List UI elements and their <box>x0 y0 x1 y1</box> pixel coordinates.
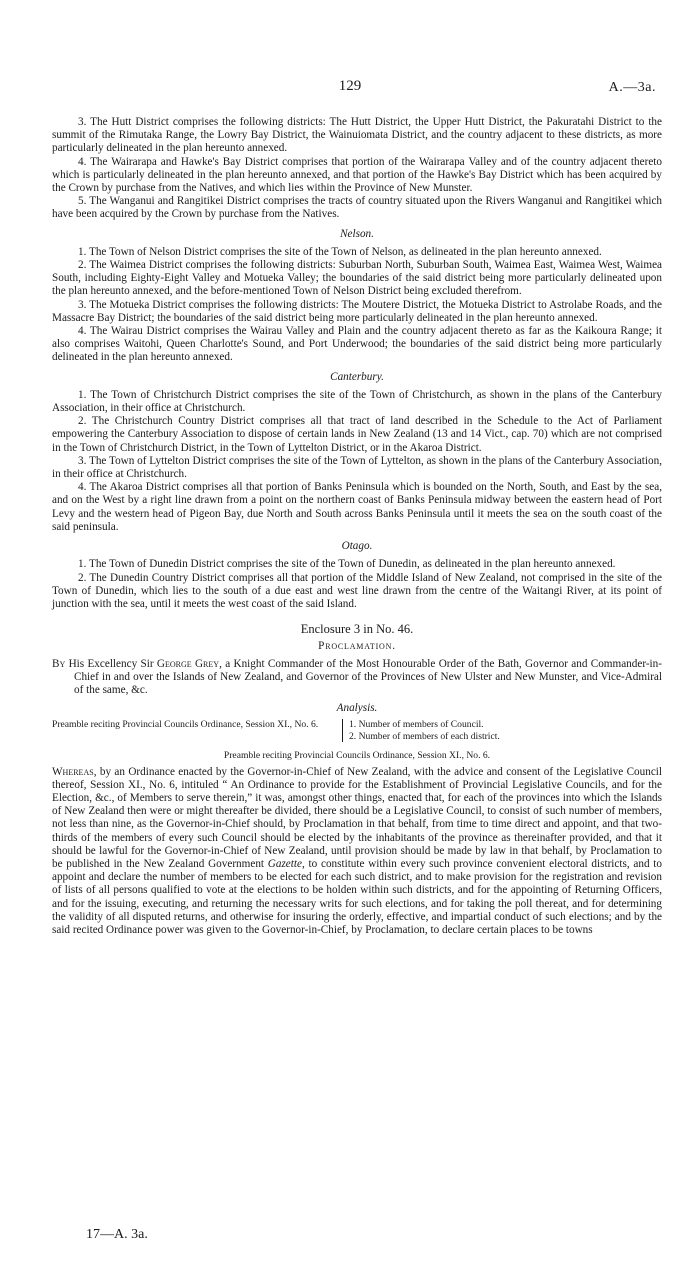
whereas-word: Whereas <box>52 765 94 778</box>
paragraph: 3. The Town of Lyttelton District comprises the site of the Town of Lyttelton, as shown in the plans of the Canterbury Association, in their office at Christchurch. <box>52 454 662 481</box>
paragraph: 3. The Hutt District comprises the following districts: The Hutt District, the Upper Hutt District, the Pakuratahi District to the summit of the Rimutaka Range, the Lowry Bay District, the Wainuiomata District, and the country adjacent to these districts, as more particularly delineated in the plan hereunto annexed. <box>52 116 662 155</box>
analysis-left: Preamble reciting Provincial Councils Ordinance, Session XI., No. 6. <box>52 719 319 731</box>
gazette-word: Gazette <box>267 857 302 870</box>
proclamation-heading: Proclamation. <box>318 640 396 653</box>
byline-text: His Excellency Sir <box>65 657 157 670</box>
paragraph: 2. The Christchurch Country District comprises all that tract of land described in the Schedule to the Act of Parliament empowering the Canterbury Association to dispose of certain lands in New Zealand (13 and 14 Vict., cap. 70) which are not comprised in the Town of Christchurch District, in the Town of Lyttelton District, or in the Akaroa District. <box>52 415 662 454</box>
whereas-paragraph <box>52 766 662 938</box>
paragraph: 1. The Town of Dunedin District comprises the site of the Town of Dunedin, as delineated in the plan hereunto annexed. <box>78 558 616 571</box>
whereas-text: , by an Ordinance enacted by the Governor-in-Chief of New Zealand, with the advice and consent of the Legislative Council thereof, Session XI., No. 6, intituled “ An Ordinance to provide for the Establishment of Provincial Legislative Councils, and for the Election, &c., of Members to serve therein,” it was, amongst other things, enacted that, for each of the provinces into which the Islands of New Zealand then were or might thereafter be divided, there should be a Legislative Council, to consist of such number of members, not less than nine, as the Governor-in-Chief should, by Proclamation in that behalf, from time to time direct and appoint, and that two-thirds of the members of every such Council should be elected by the inhabitants of the province as thereinafter provided, and that it should be lawful for the Governor-in-Chief of New Zealand, until provision should be made by law in that behalf, by Proclamation to be published in the New Zealand Government <box>52 765 662 870</box>
proclamation-byline <box>52 658 662 698</box>
paragraph: 2. The Waimea District comprises the following districts: Suburban North, Suburban South, Waimea East, Waimea West, Waimea South, including Eighty-Eight Valley and Motueka Valley; the boundaries of the said district being more particularly delineated upon the plan hereunto annexed, and the before-mentioned Town of Nelson District being excluded therefrom. <box>52 259 662 298</box>
governor-name: George Grey <box>156 657 220 670</box>
paragraph: 1. The Town of Christchurch District comprises the site of the Town of Christchurch, as shown in the plans of the Canterbury Association, in their office at Christchurch. <box>52 388 662 415</box>
analysis-item: 1. Number of members of Council. <box>349 719 484 731</box>
paragraph: 5. The Wanganui and Rangitikei District comprises the tracts of country situated upon the Rivers Wanganui and Rangitikei which have been acquired by the Crown by purchase from the Natives. <box>52 195 662 221</box>
analysis-table <box>52 719 662 742</box>
analysis-right <box>342 719 500 742</box>
page-number: 129 <box>338 78 362 94</box>
paragraph: 4. The Wairau District comprises the Wairau Valley and Plain and the country adjacent thereto as far as the Kaikoura Range; it also comprises Waitohi, Queen Charlotte's Sound, and Port Underwood; the boundaries of the said district being more particularly delineated in the plan hereunto annexed. <box>52 325 662 364</box>
paragraph: 2. The Dunedin Country District comprises all that portion of the Middle Island of New Zealand, not comprised in the site of the Town of Dunedin, which lies to the south of a due east and west line drawn from the centre of the Waitangi River, at its point of junction with the sea, until it meets the west coast of the said Island. <box>52 571 662 610</box>
byline-text: , a Knight Commander of the Most Honourable Order of the Bath, Governor and Commander-in-Chief in and over the Islands of New Zealand, and Governor of the Provinces of New Ulster and New Munster, and Vice-Admiral of the same, &c. <box>74 657 662 696</box>
section-heading-nelson: Nelson. <box>340 227 374 240</box>
document-body <box>52 116 662 937</box>
by-word: By <box>52 657 66 670</box>
enclosure-title: Enclosure 3 in No. 46. <box>300 622 414 637</box>
paragraph: 1. The Town of Nelson District comprises the site of the Town of Nelson, as delineated in the plan hereunto annexed. <box>78 245 602 258</box>
analysis-item: 2. Number of members of each district. <box>349 730 500 742</box>
analysis-heading: Analysis. <box>336 702 378 715</box>
preamble-heading: Preamble reciting Provincial Councils Ordinance, Session XI., No. 6. <box>223 750 491 762</box>
section-heading-otago: Otago. <box>341 540 373 553</box>
section-heading-canterbury: Canterbury. <box>330 370 384 383</box>
paragraph: 4. The Akaroa District comprises all that portion of Banks Peninsula which is bounded on the North, South, and East by the sea, and on the West by a right line drawn from a point on the northern coast of Banks Peninsula midway between the eastern head of Port Levy and the western head of Pigeon Bay, due North and South across Banks Peninsula until it meets the sea on the south coast of the said peninsula. <box>52 481 662 533</box>
signature-mark: 17—A. 3a. <box>86 1227 148 1242</box>
document-reference: A.—3a. <box>608 80 656 95</box>
whereas-text: , to constitute within every such province convenient electoral districts, and to appoint and declare the number of members to be elected for each such district, and to make provision for the registration and revision of lists of all persons qualified to vote at the elections to be holden within such districts, and for the appointing of Returning Officers, and for the issuing, executing, and returning the necessary writs for such elections, and for taking the poll thereat, and for determining the validity of all disputed returns, and otherwise for insuring the orderly, effective, and impartial conduct of such elections; and by the said recited Ordinance power was given to the Governor-in-Chief, by Proclamation, to declare certain places to be towns <box>52 857 662 936</box>
paragraph: 3. The Motueka District comprises the following districts: The Moutere District, the Motueka District to Astrolabe Roads, and the Massacre Bay District; the boundaries of the said district being more particularly delineated in the plan hereunto annexed. <box>52 298 662 324</box>
paragraph: 4. The Wairarapa and Hawke's Bay District comprises that portion of the Wairarapa Valley and of the country adjacent thereto which is particularly delineated in the plan hereunto annexed, and that portion of the Hawke's Bay District which has been acquired by the Crown by purchase from the Natives, and which lies within the Province of New Munster. <box>52 155 662 195</box>
